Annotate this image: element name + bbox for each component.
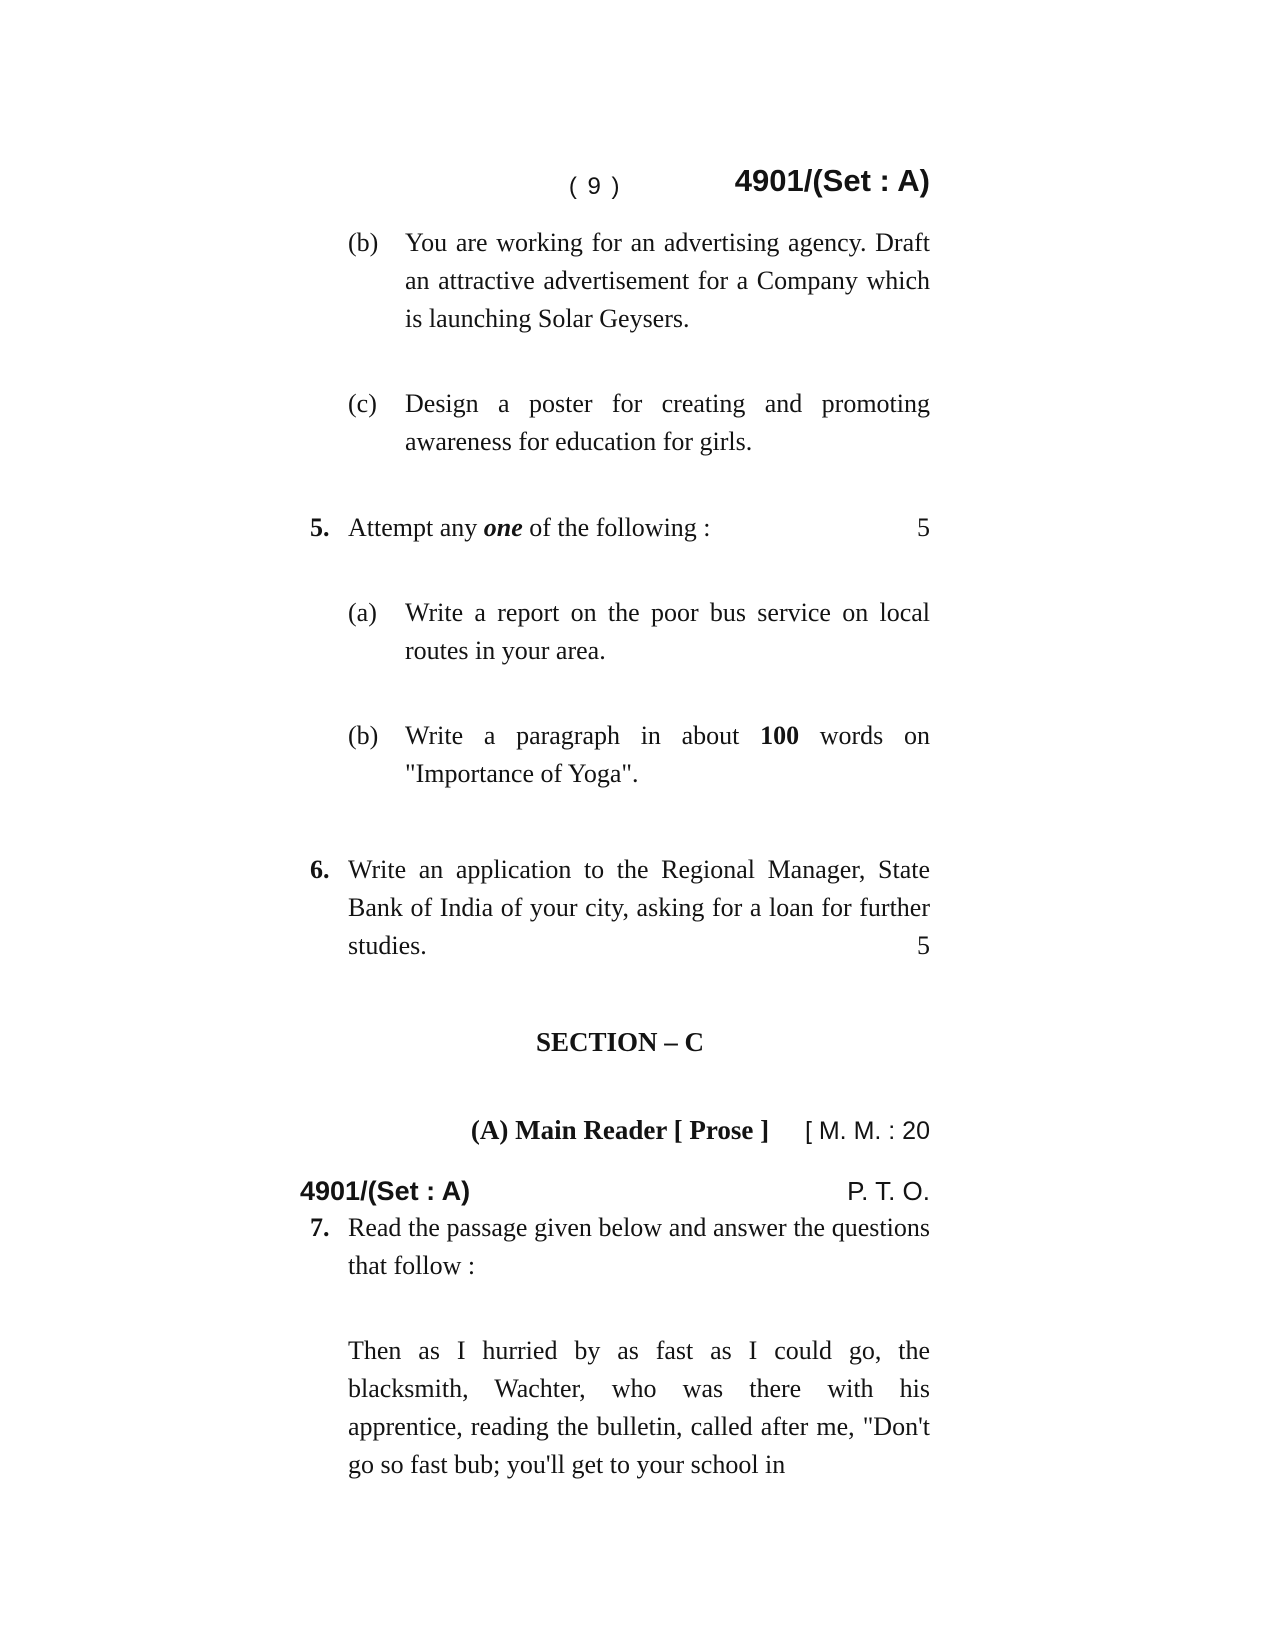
question-5b-text-bold: 100 — [760, 721, 800, 750]
question-4c — [348, 385, 930, 461]
subsection-heading — [310, 1111, 930, 1151]
question-4b — [348, 224, 930, 338]
question-7-body — [348, 1209, 930, 1285]
page-footer — [300, 1172, 930, 1210]
question-7-text: Read the passage given below and answer the questions that follow : — [348, 1213, 930, 1280]
question-5-marks: 5 — [917, 513, 930, 542]
section-heading: SECTION – C — [535, 1027, 705, 1057]
subsection-marks-note: [ M. M. : 20 — [804, 1117, 930, 1145]
question-5a-label: (a) — [348, 598, 377, 627]
question-4b-label: (b) — [348, 228, 379, 257]
question-4c-text: Design a poster for creating and promoting awareness for education for girls. — [405, 389, 930, 456]
paper-code-header: 4901/(Set : A) — [734, 163, 930, 198]
question-5b-text-post: words on "Importance of Yoga". — [405, 721, 930, 788]
question-6-number: 6. — [310, 855, 330, 884]
page-number: ( 9 ) — [568, 173, 622, 200]
question-7 — [310, 1209, 930, 1285]
question-5a-text: Write a report on the poor bus service on local routes in your area. — [405, 598, 930, 665]
question-6-text: Write an application to the Regional Manager, State Bank of India of your city, asking for a loan for further studies. — [348, 855, 930, 960]
question-6 — [310, 851, 930, 965]
question-5-text-post: of the following : — [522, 513, 711, 542]
question-5-line — [348, 509, 930, 547]
question-5-number: 5. — [310, 513, 330, 542]
question-5b-label: (b) — [348, 721, 379, 750]
pto-label: P. T. O. — [847, 1176, 930, 1206]
page-header — [310, 162, 930, 208]
question-5 — [310, 509, 930, 547]
question-4c-label: (c) — [348, 389, 377, 418]
reading-passage: Then as I hurried by as fast as I could go, the blacksmith, Wachter, who was there with his apprentice, reading the bulletin, called after me, "Don't go so fast bub; you'll get to your school in — [348, 1336, 930, 1479]
subsection-title: (A) Main Reader [ Prose ] — [470, 1115, 770, 1145]
question-5-body — [348, 509, 930, 547]
question-7-number: 7. — [310, 1213, 330, 1242]
question-4b-text: You are working for an advertising agency. Draft an attractive advertisement for a Company which is launching Solar Geysers. — [405, 228, 930, 333]
paper-code-footer: 4901/(Set : A) — [300, 1176, 471, 1206]
question-6-marks: 5 — [917, 931, 930, 960]
question-6-body — [348, 851, 930, 965]
question-5a — [348, 594, 930, 670]
question-5-text-pre: Attempt any — [348, 513, 484, 542]
question-5-text-emphasis: one — [483, 513, 523, 542]
question-5b-text — [405, 717, 930, 793]
question-5b — [348, 717, 930, 793]
question-5-text — [348, 509, 711, 547]
question-5b-text-pre: Write a paragraph in about — [405, 721, 761, 750]
